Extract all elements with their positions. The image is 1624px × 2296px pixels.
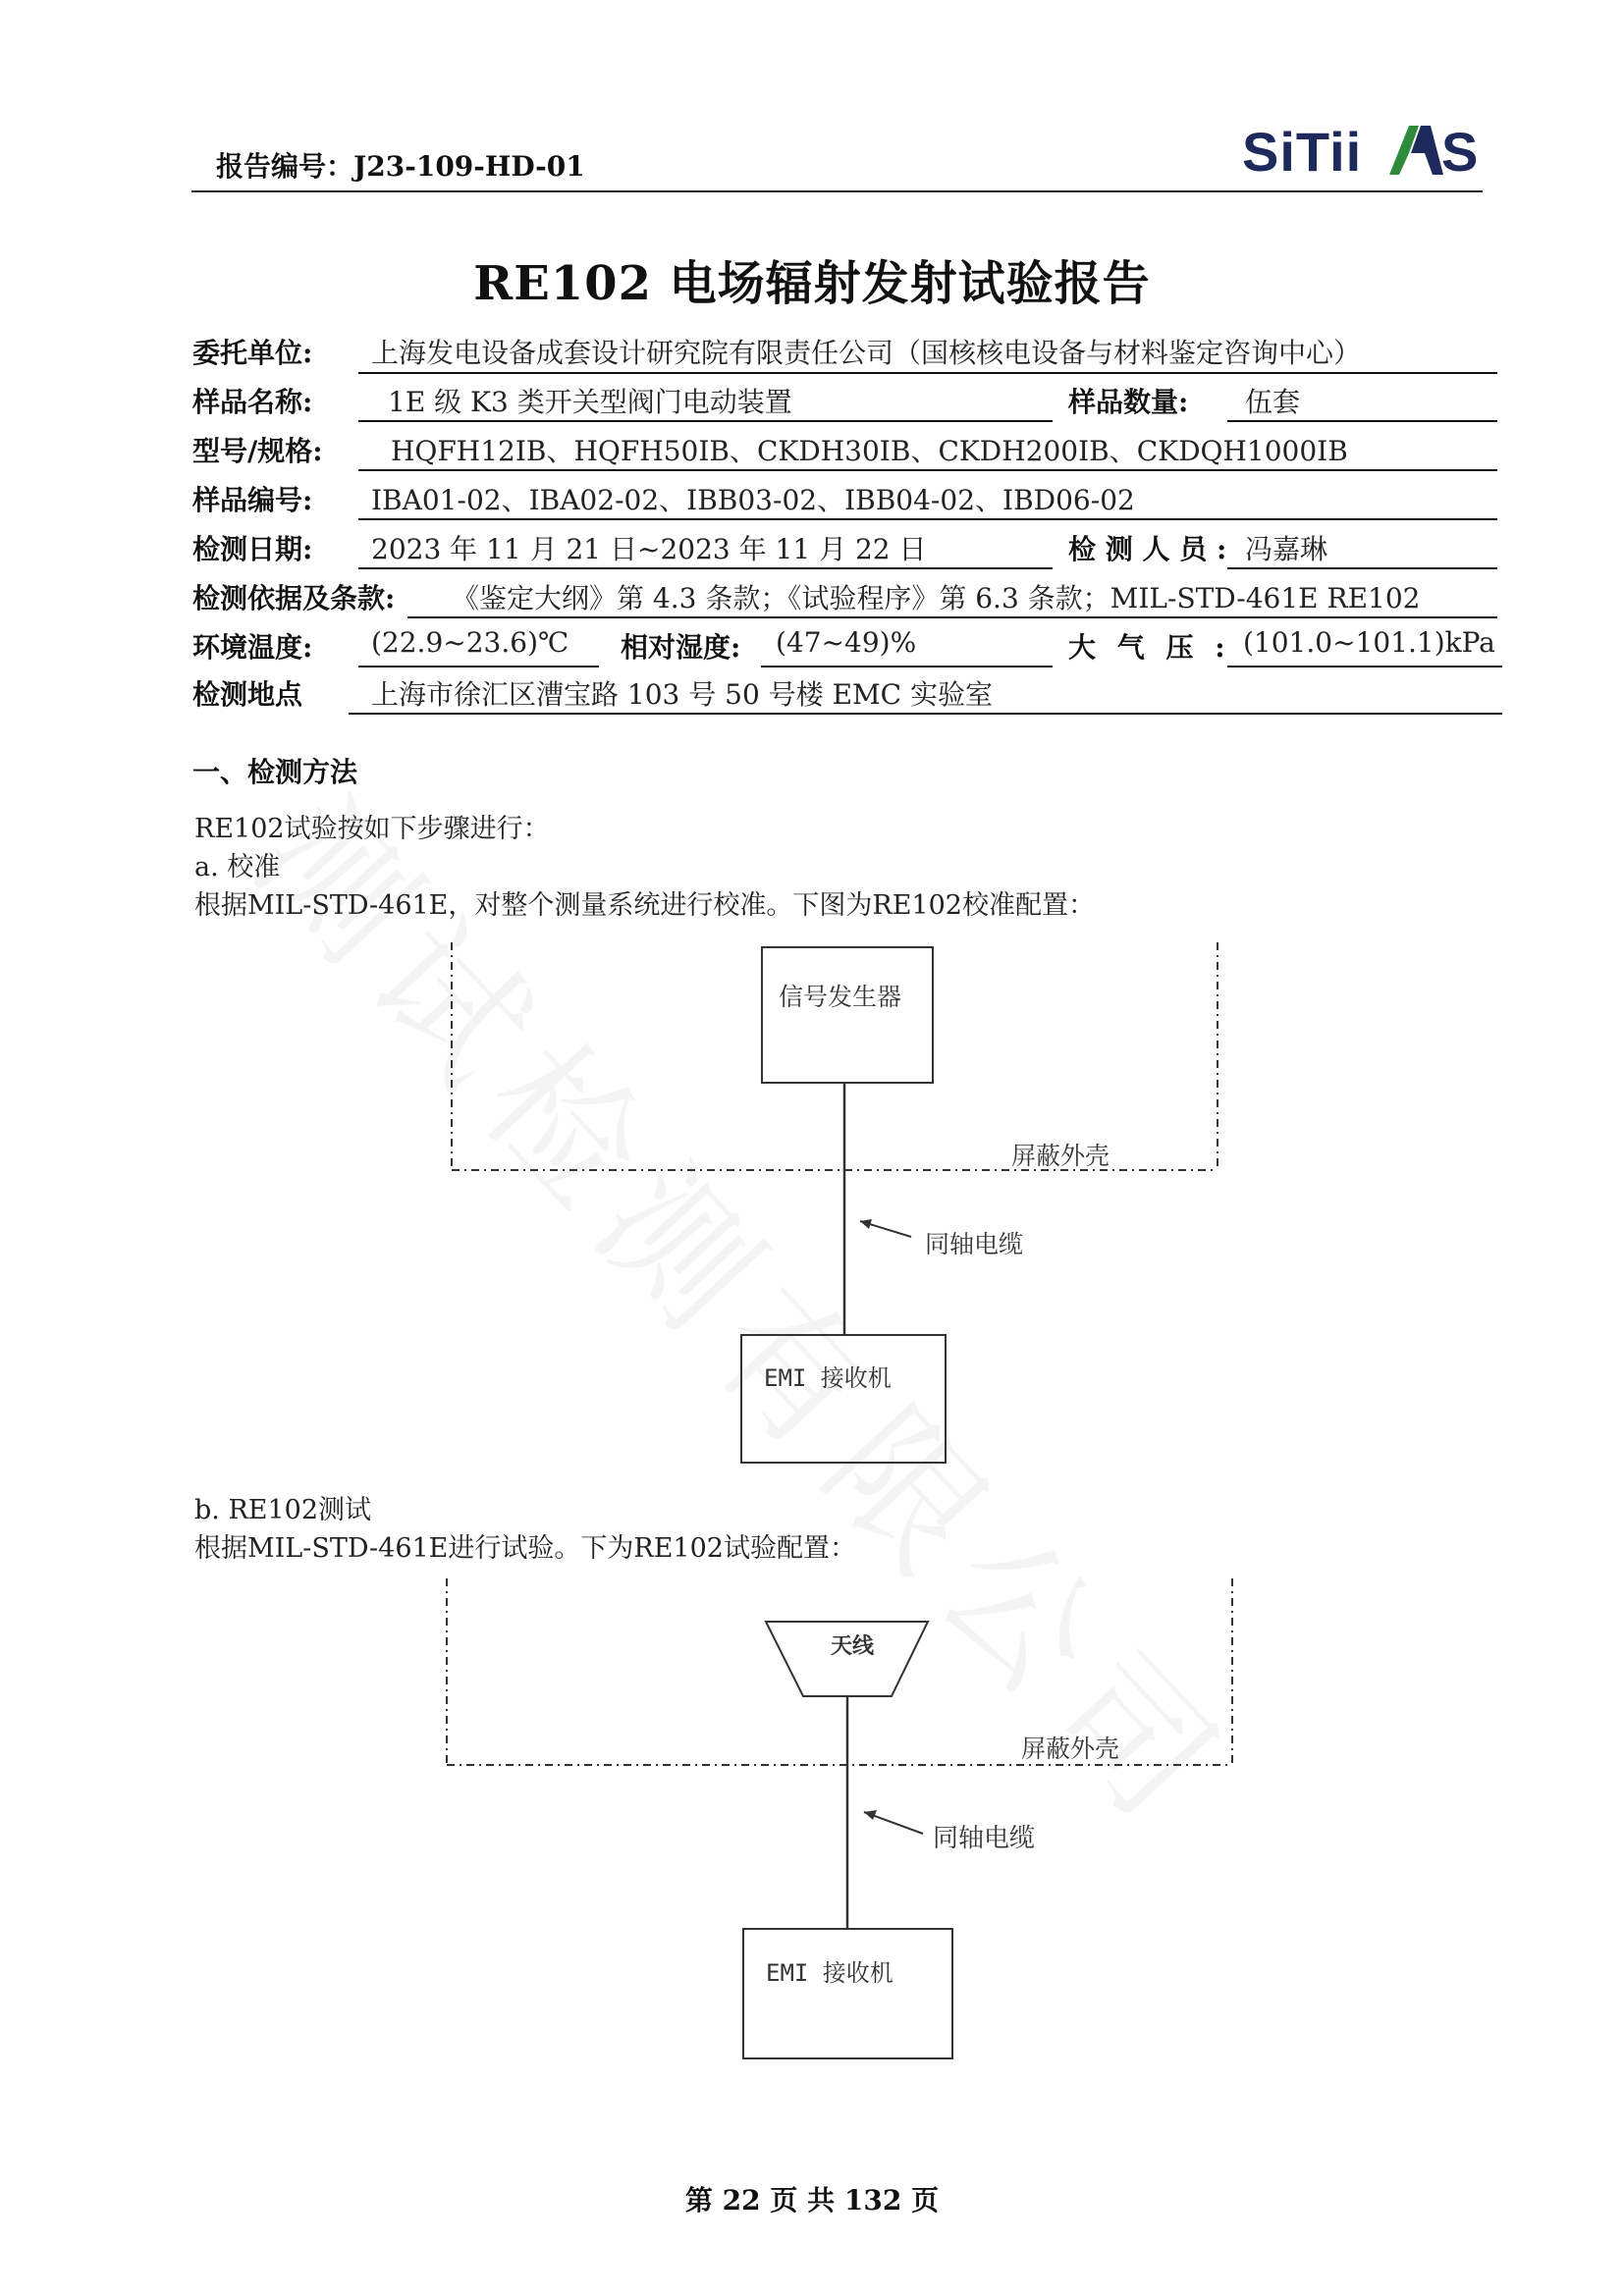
method-intro: RE102试验按如下步骤进行：: [194, 814, 550, 844]
client-label: 委托单位:: [192, 337, 313, 369]
row-underline: [358, 567, 1053, 569]
method-heading: 一、检测方法: [192, 756, 358, 788]
arrow-head-icon: [860, 1219, 872, 1229]
header-rule: [191, 190, 1483, 192]
emi-receiver-box: [743, 1929, 952, 2058]
tester-value: 冯嘉琳: [1245, 533, 1328, 565]
arrow-head-icon: [864, 1810, 877, 1820]
shield-label: 屏蔽外壳: [1011, 1142, 1110, 1170]
tester-label: 检 测 人 员 :: [1068, 533, 1227, 565]
report-number: 报告编号：J23-109-HD-01: [216, 150, 585, 183]
row-underline: [1227, 567, 1497, 569]
pressure-value: (101.0~101.1)kPa: [1243, 626, 1495, 659]
coax-cable-label: 同轴电缆: [933, 1824, 1036, 1853]
row-underline: [1227, 420, 1497, 422]
row-underline: [407, 616, 1497, 618]
location-value: 上海市徐汇区漕宝路 103 号 50 号楼 EMC 实验室: [371, 678, 994, 711]
svg-text:S: S: [1441, 121, 1479, 183]
temp-value: (22.9~23.6)℃: [371, 626, 569, 659]
pressure-label: 大 气 压 :: [1068, 631, 1231, 664]
sitiias-logo: [1242, 116, 1483, 185]
client-value: 上海发电设备成套设计研究院有限责任公司（国核核电设备与材料鉴定咨询中心）: [371, 337, 1362, 369]
basis-value: 《鉴定大纲》第 4.3 条款；《试验程序》第 6.3 条款；MIL-STD-461E RE102: [452, 582, 1421, 614]
sample-no-value: IBA01-02、IBA02-02、IBB03-02、IBB04-02、IBD06-02: [371, 484, 1135, 516]
sample-name-value: 1E 级 K3 类开关型阀门电动装置: [388, 386, 792, 418]
sample-qty-value: 伍套: [1245, 386, 1301, 418]
model-value: HQFH12IB、HQFH50IB、CKDH30IB、CKDH200IB、CKDQH1000IB: [391, 435, 1348, 467]
step-b-description: 根据MIL-STD-461E进行试验。下为RE102试验配置：: [194, 1533, 856, 1564]
antenna-label: 天线: [831, 1634, 875, 1659]
cable-pointer-arrow: [860, 1221, 911, 1237]
humidity-value: (47~49)%: [776, 626, 917, 659]
date-value: 2023 年 11 月 21 日~2023 年 11 月 22 日: [371, 533, 927, 565]
signal-generator-label: 信号发生器: [779, 983, 902, 1011]
temp-label: 环境温度:: [192, 631, 313, 664]
step-b-title: b. RE102测试: [194, 1495, 372, 1525]
sample-qty-label: 样品数量:: [1068, 386, 1189, 418]
row-underline: [1227, 666, 1502, 667]
row-underline: [358, 420, 1053, 422]
row-underline: [358, 666, 599, 667]
location-label: 检测地点: [192, 678, 303, 711]
emi-receiver-label: EMI 接收机: [764, 1364, 892, 1392]
report-title: RE102 电场辐射发射试验报告: [473, 256, 1151, 311]
emi-receiver-label: EMI 接收机: [766, 1959, 893, 1987]
row-underline: [358, 518, 1497, 520]
row-underline: [349, 713, 1502, 715]
date-label: 检测日期:: [192, 533, 313, 565]
model-label: 型号/规格:: [192, 435, 323, 467]
humidity-label: 相对湿度:: [621, 631, 741, 664]
sample-name-label: 样品名称:: [192, 386, 313, 418]
svg-text:SiTii: SiTii: [1242, 121, 1363, 183]
row-underline: [761, 666, 1053, 667]
coax-cable-label: 同轴电缆: [925, 1230, 1024, 1258]
cable-pointer-arrow: [864, 1812, 923, 1834]
shield-label: 屏蔽外壳: [1021, 1735, 1120, 1763]
signal-generator-box: [762, 947, 933, 1083]
sample-no-label: 样品编号:: [192, 484, 313, 516]
row-underline: [358, 372, 1497, 374]
row-underline: [358, 469, 1497, 471]
page-number: 第 22 页 共 132 页: [684, 2184, 940, 2216]
basis-label: 检测依据及条款:: [192, 582, 396, 614]
step-a-description: 根据MIL-STD-461E，对整个测量系统进行校准。下图为RE102校准配置：: [194, 890, 1095, 921]
step-a-title: a. 校准: [194, 852, 281, 882]
